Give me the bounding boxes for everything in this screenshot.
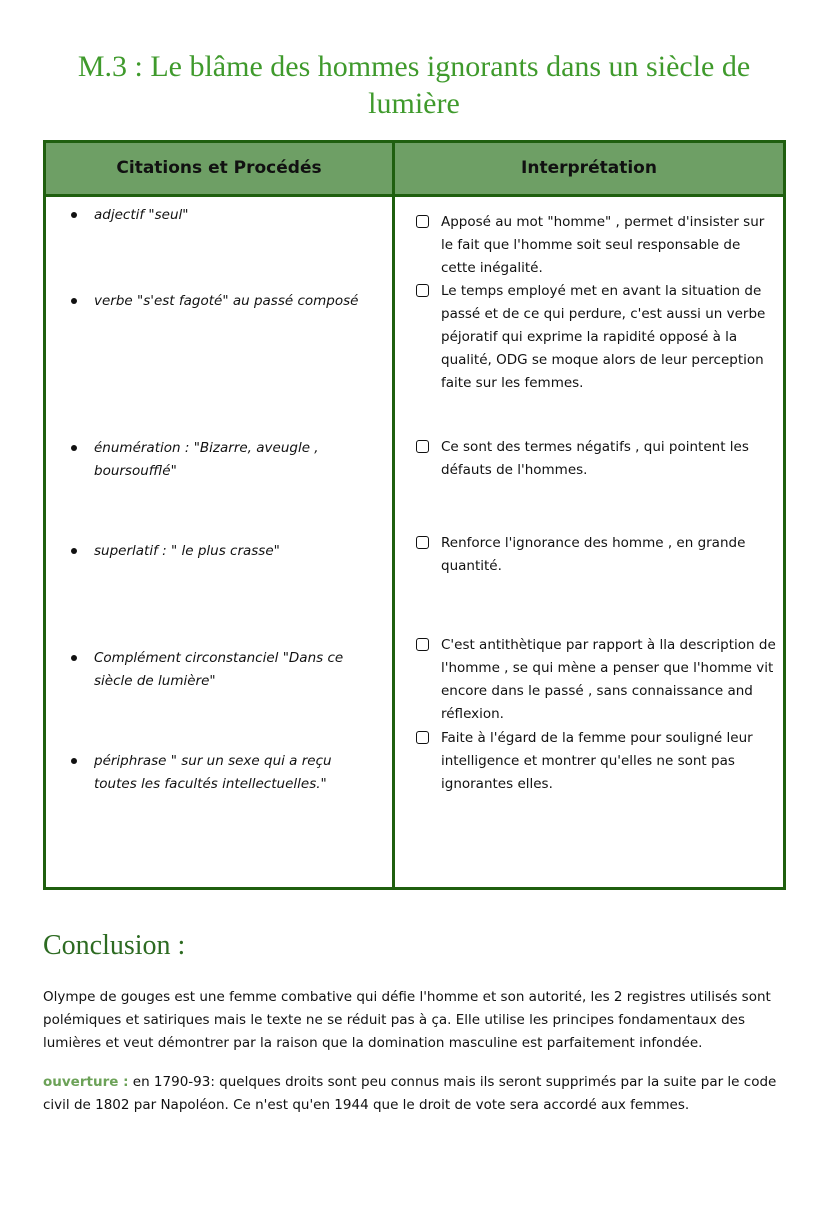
ouverture-text: en 1790-93: quelques droits sont peu connus mais ils seront supprimés par la suite par le code civil de 1802 par Napoléon. Ce n'est qu'en 1944 que le droit de vote sera accordé aux femmes.: [43, 1074, 777, 1113]
interpretation-text: Faite à l'égard de la femme pour souligné leur intelligence et montrer qu'elles ne sont pas ignorantes elles.: [441, 730, 753, 792]
citation-item: [71, 647, 366, 693]
citation-item: [71, 540, 366, 563]
checkbox-icon[interactable]: [416, 440, 429, 453]
interpretation-item: [416, 211, 776, 280]
conclusion-paragraph: Olympe de gouges est une femme combative qui défie l'homme et son autorité, les 2 registres utilisés sont polémiques et satiriques mais le texte ne se réduit pas à ça. Elle utilise les principes fondamentaux des lumières et veut démontrer par la raison que la domination masculine est parfaitement infondée.: [43, 989, 771, 1051]
citation-item: [71, 750, 366, 796]
interpretation-item: [416, 280, 776, 395]
bullet-icon: [71, 655, 77, 661]
citation-text: Complément circonstanciel "Dans ce siècle de lumière": [94, 650, 344, 689]
citation-text: périphrase " sur un sexe qui a reçu toutes les facultés intellectuelles.": [94, 753, 332, 792]
citation-item: [71, 290, 366, 313]
citation-text: adjectif "seul": [94, 207, 189, 223]
citation-text: verbe "s'est fagoté" au passé composé: [94, 293, 359, 309]
checkbox-icon[interactable]: [416, 215, 429, 228]
checkbox-icon[interactable]: [416, 284, 429, 297]
bullet-icon: [71, 548, 77, 554]
ouverture-paragraph: [43, 1071, 788, 1117]
table-header: [46, 143, 783, 197]
bullet-icon: [71, 298, 77, 304]
checkbox-icon[interactable]: [416, 731, 429, 744]
header-interpretation: Interprétation: [521, 158, 657, 178]
page-title: M.3 : Le blâme des hommes ignorants dans un siècle de lumière: [77, 50, 751, 120]
checkbox-icon[interactable]: [416, 638, 429, 651]
citation-item: [71, 437, 366, 483]
interpretation-item: [416, 727, 776, 796]
interpretation-text: Renforce l'ignorance des homme , en grande quantité.: [441, 535, 746, 574]
interpretation-text: C'est antithètique par rapport à lla description de l'homme , se qui mène a penser que l'homme vit encore dans le passé , sans connaissance and réflexion.: [441, 637, 776, 722]
ouverture-label: ouverture :: [43, 1074, 129, 1090]
column-divider: [392, 143, 395, 887]
interpretation-text: Apposé au mot "homme" , permet d'insister sur le fait que l'homme soit seul responsable de cette inégalité.: [441, 214, 765, 276]
interpretation-item: [416, 532, 776, 578]
checkbox-icon[interactable]: [416, 536, 429, 549]
bullet-icon: [71, 758, 77, 764]
bullet-icon: [71, 212, 77, 218]
interpretation-item: [416, 436, 776, 482]
interpretation-text: Le temps employé met en avant la situation de passé et de ce qui perdure, c'est aussi un verbe péjoratif qui exprime la rapidité opposé à la qualité, ODG se moque alors de leur perception faite sur les femmes.: [441, 283, 766, 391]
header-citations: Citations et Procédés: [116, 158, 322, 178]
citation-text: superlatif : " le plus crasse": [94, 543, 280, 559]
analysis-table: [43, 140, 786, 890]
citation-item: [71, 204, 366, 227]
citation-text: énumération : "Bizarre, aveugle , boursoufflé": [94, 440, 319, 479]
interpretation-item: [416, 634, 776, 726]
conclusion-heading: Conclusion :: [43, 930, 186, 961]
interpretation-text: Ce sont des termes négatifs , qui pointent les défauts de l'hommes.: [441, 439, 749, 478]
bullet-icon: [71, 445, 77, 451]
